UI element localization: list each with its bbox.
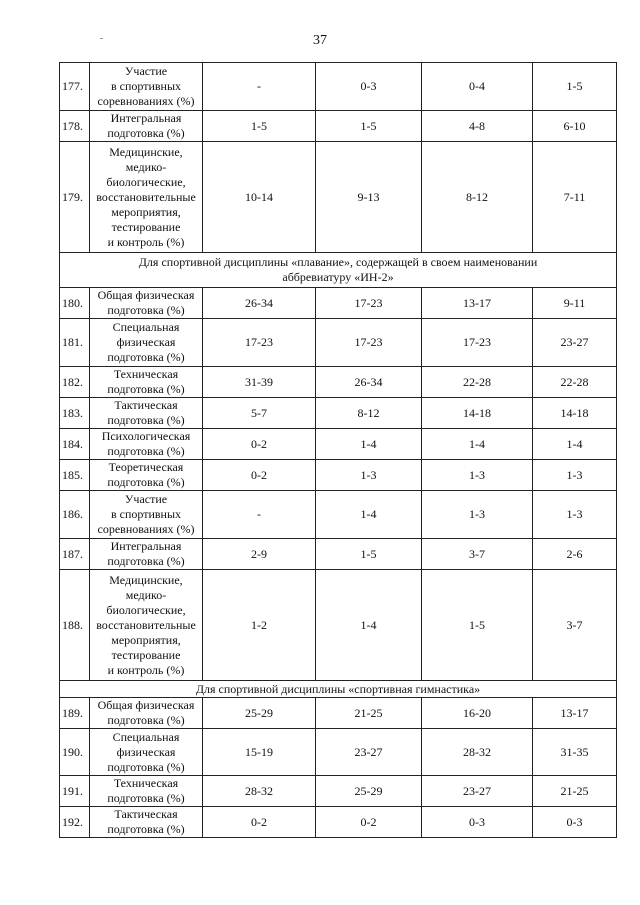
stage-value-4: 1-4	[533, 429, 617, 460]
stage-value-4: 21-25	[533, 776, 617, 807]
row-number: 182.	[60, 367, 90, 398]
stage-value-3: 1-5	[422, 570, 533, 681]
stage-value-3: 1-3	[422, 460, 533, 491]
stage-value-1: 5-7	[203, 398, 316, 429]
stage-value-3: 16-20	[422, 698, 533, 729]
stage-value-1: -	[203, 491, 316, 539]
table-row	[60, 288, 617, 319]
table-row	[60, 398, 617, 429]
row-number: 188.	[60, 570, 90, 681]
stage-value-3: 8-12	[422, 142, 533, 253]
row-number: 177.	[60, 63, 90, 111]
row-number: 191.	[60, 776, 90, 807]
stage-value-4: 0-3	[533, 807, 617, 838]
stage-value-2: 1-4	[316, 491, 422, 539]
row-number: 185.	[60, 460, 90, 491]
indicator-name: Общая физическая подготовка (%)	[90, 698, 203, 729]
stage-value-1: 0-2	[203, 429, 316, 460]
row-number: 180.	[60, 288, 90, 319]
table-row	[60, 63, 617, 111]
stage-value-3: 14-18	[422, 398, 533, 429]
stage-value-4: 1-3	[533, 491, 617, 539]
stage-value-3: 17-23	[422, 319, 533, 367]
scan-artifact	[100, 38, 103, 39]
row-number: 181.	[60, 319, 90, 367]
section-title: Для спортивной дисциплины «спортивная гимнастика»	[60, 681, 617, 698]
section-header-row	[60, 253, 617, 288]
row-number: 179.	[60, 142, 90, 253]
stage-value-2: 1-4	[316, 570, 422, 681]
stage-value-2: 1-4	[316, 429, 422, 460]
stage-value-1: -	[203, 63, 316, 111]
row-number: 192.	[60, 807, 90, 838]
stage-value-3: 1-3	[422, 491, 533, 539]
stage-value-3: 3-7	[422, 539, 533, 570]
stage-value-3: 1-4	[422, 429, 533, 460]
stage-value-2: 0-3	[316, 63, 422, 111]
row-number: 187.	[60, 539, 90, 570]
table-row	[60, 367, 617, 398]
indicator-name: Общая физическая подготовка (%)	[90, 288, 203, 319]
training-percentages-table	[59, 62, 617, 838]
indicator-name: Медицинские, медико- биологические, восстановительные мероприятия, тестирование и контроль (%)	[90, 142, 203, 253]
stage-value-2: 23-27	[316, 729, 422, 776]
stage-value-1: 10-14	[203, 142, 316, 253]
table-row	[60, 460, 617, 491]
stage-value-1: 0-2	[203, 807, 316, 838]
table-row	[60, 807, 617, 838]
stage-value-1: 1-5	[203, 111, 316, 142]
stage-value-2: 1-3	[316, 460, 422, 491]
indicator-name: Тактическая подготовка (%)	[90, 398, 203, 429]
section-title: Для спортивной дисциплины «плавание», содержащей в своем наименовании аббревиатуру «ИН-2»	[60, 253, 617, 288]
table-row	[60, 319, 617, 367]
stage-value-1: 31-39	[203, 367, 316, 398]
stage-value-2: 1-5	[316, 539, 422, 570]
row-number: 186.	[60, 491, 90, 539]
table-row	[60, 142, 617, 253]
stage-value-2: 17-23	[316, 319, 422, 367]
stage-value-1: 15-19	[203, 729, 316, 776]
stage-value-3: 13-17	[422, 288, 533, 319]
indicator-name: Специальная физическая подготовка (%)	[90, 729, 203, 776]
indicator-name: Интегральная подготовка (%)	[90, 111, 203, 142]
row-number: 183.	[60, 398, 90, 429]
stage-value-2: 26-34	[316, 367, 422, 398]
indicator-name: Теоретическая подготовка (%)	[90, 460, 203, 491]
stage-value-2: 17-23	[316, 288, 422, 319]
indicator-name: Участие в спортивных соревнованиях (%)	[90, 63, 203, 111]
indicator-name: Техническая подготовка (%)	[90, 776, 203, 807]
stage-value-3: 22-28	[422, 367, 533, 398]
table-row	[60, 111, 617, 142]
table-row	[60, 776, 617, 807]
stage-value-1: 2-9	[203, 539, 316, 570]
stage-value-4: 22-28	[533, 367, 617, 398]
stage-value-4: 1-3	[533, 460, 617, 491]
stage-value-4: 6-10	[533, 111, 617, 142]
stage-value-4: 31-35	[533, 729, 617, 776]
row-number: 190.	[60, 729, 90, 776]
stage-value-1: 17-23	[203, 319, 316, 367]
stage-value-3: 0-4	[422, 63, 533, 111]
stage-value-4: 3-7	[533, 570, 617, 681]
row-number: 184.	[60, 429, 90, 460]
table-body	[60, 63, 617, 838]
table-row	[60, 429, 617, 460]
table-row	[60, 729, 617, 776]
indicator-name: Участие в спортивных соревнованиях (%)	[90, 491, 203, 539]
stage-value-3: 4-8	[422, 111, 533, 142]
stage-value-4: 1-5	[533, 63, 617, 111]
stage-value-1: 28-32	[203, 776, 316, 807]
stage-value-4: 9-11	[533, 288, 617, 319]
stage-value-1: 26-34	[203, 288, 316, 319]
indicator-name: Интегральная подготовка (%)	[90, 539, 203, 570]
section-header-row	[60, 681, 617, 698]
stage-value-4: 23-27	[533, 319, 617, 367]
indicator-name: Медицинские, медико- биологические, восстановительные мероприятия, тестирование и контроль (%)	[90, 570, 203, 681]
row-number: 178.	[60, 111, 90, 142]
stage-value-3: 0-3	[422, 807, 533, 838]
table-row	[60, 539, 617, 570]
stage-value-2: 0-2	[316, 807, 422, 838]
stage-value-2: 1-5	[316, 111, 422, 142]
stage-value-2: 25-29	[316, 776, 422, 807]
stage-value-3: 23-27	[422, 776, 533, 807]
table-row	[60, 570, 617, 681]
stage-value-4: 14-18	[533, 398, 617, 429]
indicator-name: Психологическая подготовка (%)	[90, 429, 203, 460]
stage-value-1: 25-29	[203, 698, 316, 729]
table-row	[60, 698, 617, 729]
stage-value-2: 8-12	[316, 398, 422, 429]
stage-value-4: 7-11	[533, 142, 617, 253]
stage-value-4: 13-17	[533, 698, 617, 729]
stage-value-2: 9-13	[316, 142, 422, 253]
stage-value-1: 1-2	[203, 570, 316, 681]
indicator-name: Техническая подготовка (%)	[90, 367, 203, 398]
table-row	[60, 491, 617, 539]
stage-value-4: 2-6	[533, 539, 617, 570]
row-number: 189.	[60, 698, 90, 729]
stage-value-3: 28-32	[422, 729, 533, 776]
stage-value-1: 0-2	[203, 460, 316, 491]
stage-value-2: 21-25	[316, 698, 422, 729]
indicator-name: Тактическая подготовка (%)	[90, 807, 203, 838]
page-number: 37	[313, 33, 327, 48]
indicator-name: Специальная физическая подготовка (%)	[90, 319, 203, 367]
